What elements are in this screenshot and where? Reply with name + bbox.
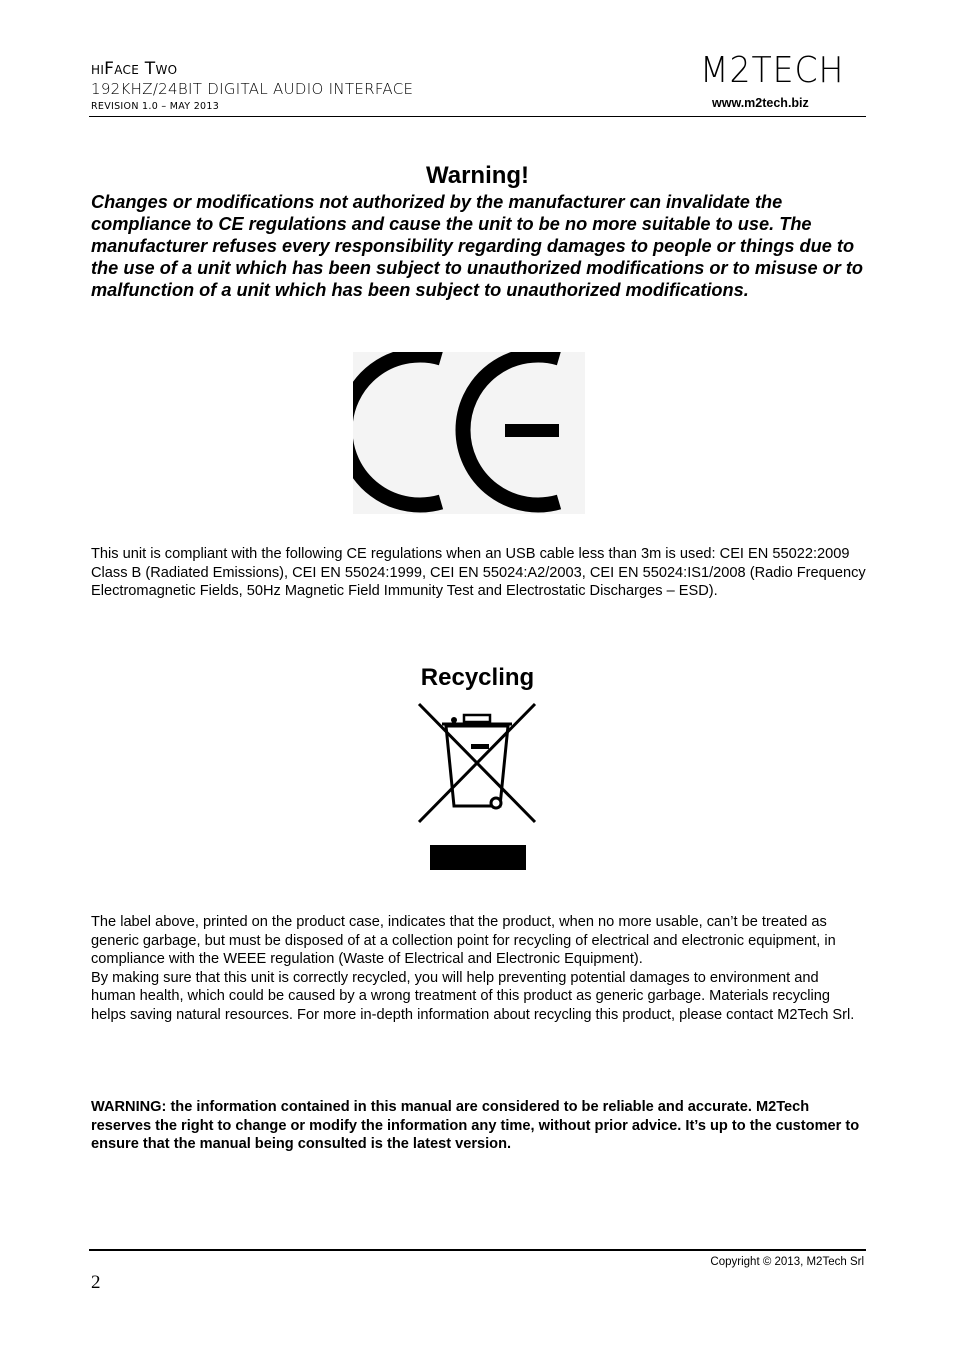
brand-logo: M2TECH	[700, 50, 845, 91]
crossed-out-wheelie-bin-icon	[414, 700, 540, 826]
recycling-paragraph: By making sure that this unit is correctly recycled, you will help preventing potential damages to environment and human health, which could be caused by a wrong treatment of this product as generic garbage. Materials recycling helps saving natural resources. For more in-depth information about recycling this product, please contact M2Tech Srl.	[91, 969, 855, 1023]
ce-mark-icon	[353, 352, 585, 514]
page-number: 2	[91, 1272, 101, 1293]
disclaimer-warning: WARNING: the information contained in this manual are considered to be reliable and accurate. M2Tech reserves the right to change or modify the information any time, without prior advice. It’s up to the customer to ensure that the manual being consulted is the latest version.	[91, 1099, 860, 1152]
header-divider	[89, 116, 866, 117]
recycling-text	[91, 913, 866, 1024]
footer-divider	[89, 1249, 866, 1251]
revision-label: REVISION 1.0 – MAY 2013	[91, 101, 220, 112]
website-url: www.m2tech.biz	[712, 96, 809, 110]
recycling-paragraph: The label above, printed on the product case, indicates that the product, when no more usable, can’t be treated as generic garbage, but must be disposed of at a collection point for recycling of electrical and electronic equipment, in compliance with the WEEE regulation (Waste of Electrical and Electronic Equipment).	[91, 914, 836, 967]
product-subtitle: 192KHZ/24BIT DIGITAL AUDIO INTERFACE	[91, 80, 414, 98]
warning-heading: Warning!	[425, 162, 530, 189]
copyright-notice: Copyright © 2013, M2Tech Srl	[710, 1256, 864, 1268]
ce-compliance-text: This unit is compliant with the following CE regulations when an USB cable less than 3m is used: CEI EN 55022:2009 Class B (Radiated Emissions), CEI EN 55024:1999, CEI EN 55024:A2/2003, CEI EN 55024:IS1/2008 (Radio Frequency Electromagnetic Fields, 50Hz Magnetic Field Immunity Test and Electrostatic Discharges – ESD).	[91, 546, 866, 599]
weee-marking-bar	[430, 845, 526, 870]
warning-text: Changes or modifications not authorized by the manufacturer can invalidate the compliance to CE regulations and cause the unit to be no more suitable to use. The manufacturer refuses every responsibility regarding damages to people or things due to the use of a unit which has been subject to unauthorized modifications or to misuse or to malfunction of a unit which has been subject to unauthorized modifications.	[91, 192, 864, 300]
recycling-heading: Recycling	[420, 664, 535, 691]
product-title: hiFace Two	[91, 59, 178, 79]
